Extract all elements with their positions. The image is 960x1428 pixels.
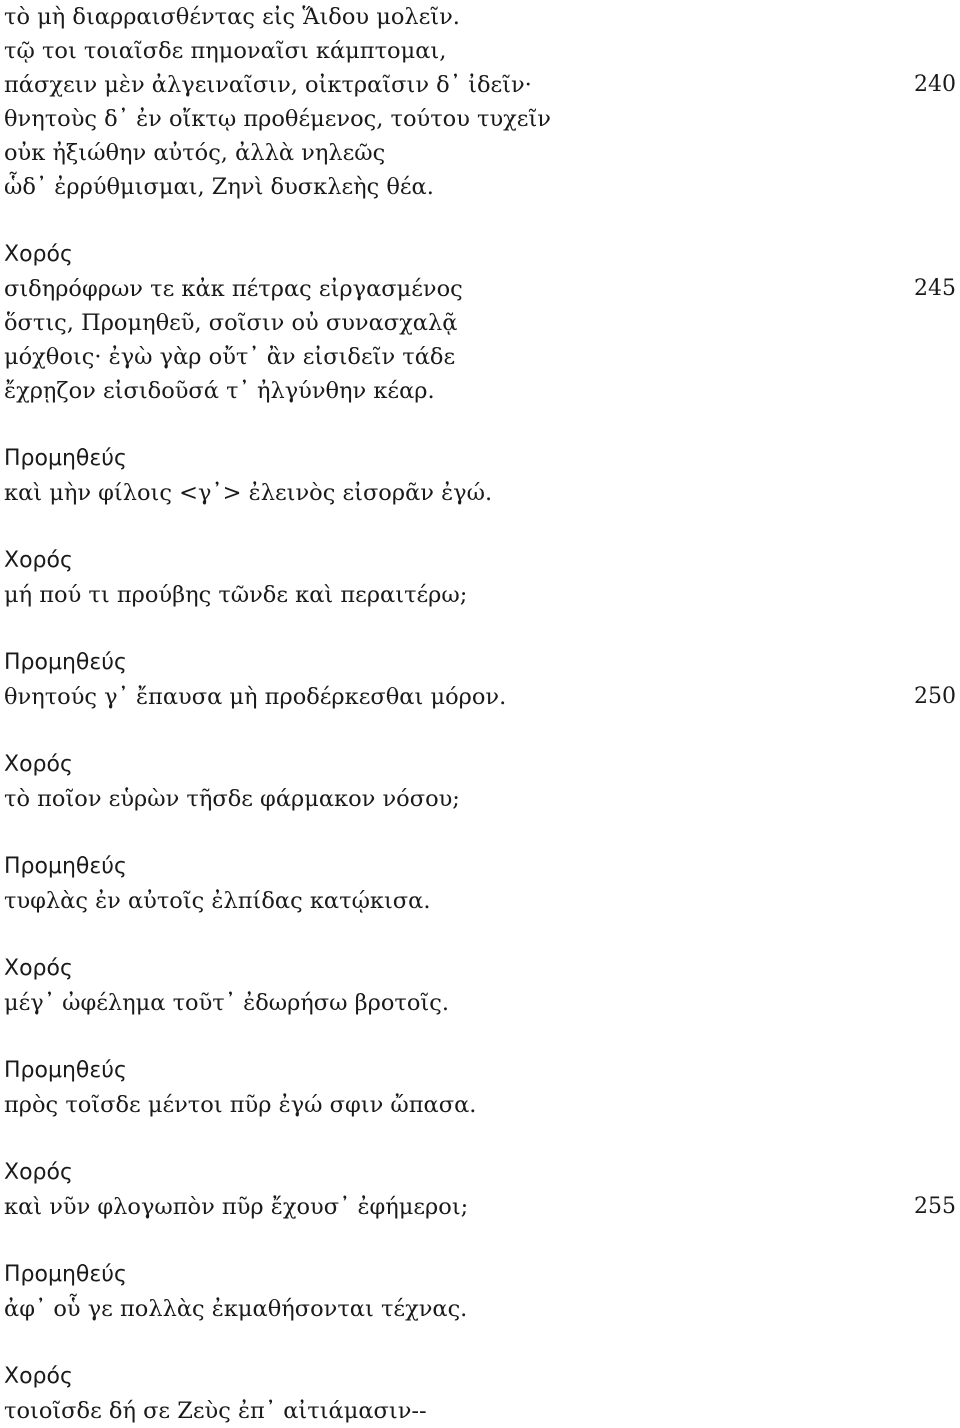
verse-text: τῷ τοι τοιαῖσδε πημοναῖσι κάμπτομαι, [4, 38, 447, 64]
speech-block [4, 442, 960, 510]
speaker-name: Χορός [4, 1364, 73, 1389]
verse-line [4, 68, 960, 102]
verse-line [4, 34, 960, 68]
speaker-name: Προμηθεύς [4, 1058, 127, 1083]
verse-line [4, 1394, 960, 1428]
verse-text: τοιοῖσδε δή σε Ζεὺς ἐπ᾽ αἰτιάμασιν-- [4, 1398, 427, 1424]
speaker-name: Προμηθεύς [4, 446, 127, 471]
speaker-name: Χορός [4, 752, 73, 777]
speech-block [4, 748, 960, 816]
block-gap [4, 1224, 960, 1258]
verse-text: θνητούς γ᾽ ἔπαυσα μὴ προδέρκεσθαι μόρον. [4, 684, 507, 710]
block-gap [4, 1122, 960, 1156]
verse-text: καὶ μὴν φίλοις <γ᾽> ἐλεινὸς εἰσορᾶν ἐγώ. [4, 480, 493, 506]
verse-line [4, 374, 960, 408]
verse-line [4, 476, 960, 510]
speaker-name: Χορός [4, 242, 73, 267]
line-number: 250 [914, 684, 956, 709]
speaker-name: Χορός [4, 1160, 73, 1185]
speech-block [4, 238, 960, 408]
play-text [4, 0, 960, 1428]
speech-block [4, 850, 960, 918]
verse-line [4, 1190, 960, 1224]
block-gap [4, 816, 960, 850]
verse-text: ἔχρῃζον εἰσιδοῦσά τ᾽ ἠλγύνθην κέαρ. [4, 378, 435, 404]
block-gap [4, 918, 960, 952]
speaker-name: Χορός [4, 956, 73, 981]
speech-block [4, 646, 960, 714]
block-gap [4, 510, 960, 544]
speech-block [4, 544, 960, 612]
line-number: 245 [914, 276, 956, 301]
verse-line [4, 170, 960, 204]
verse-text: μέγ᾽ ὠφέλημα τοῦτ᾽ ἐδωρήσω βροτοῖς. [4, 990, 450, 1016]
block-gap [4, 204, 960, 238]
verse-text: θνητοὺς δ᾽ ἐν οἴκτῳ προθέμενος, τούτου τυχεῖν [4, 106, 551, 132]
verse-text: ἀφ᾽ οὗ γε πολλὰς ἐκμαθήσονται τέχνας. [4, 1296, 468, 1322]
line-number: 255 [914, 1194, 956, 1219]
verse-line [4, 884, 960, 918]
verse-text: ὅστις, Προμηθεῦ, σοῖσιν οὐ συνασχαλᾷ [4, 310, 458, 336]
verse-text: σιδηρόφρων τε κἀκ πέτρας εἰργασμένος [4, 276, 463, 302]
verse-text: μή πού τι προύβης τῶνδε καὶ περαιτέρω; [4, 582, 468, 608]
block-gap [4, 408, 960, 442]
line-number: 240 [914, 72, 956, 97]
verse-text: μόχθοις· ἐγὼ γὰρ οὔτ᾽ ἂν εἰσιδεῖν τάδε [4, 344, 456, 370]
verse-line [4, 782, 960, 816]
verse-line [4, 578, 960, 612]
verse-text: τὸ ποῖον εὑρὼν τῆσδε φάρμακον νόσου; [4, 786, 460, 812]
verse-line [4, 340, 960, 374]
speech-block [4, 952, 960, 1020]
verse-line [4, 306, 960, 340]
speaker-name: Προμηθεύς [4, 650, 127, 675]
verse-line [4, 986, 960, 1020]
verse-text: πάσχειν μὲν ἀλγειναῖσιν, οἰκτραῖσιν δ᾽ ἰδεῖν· [4, 72, 532, 98]
block-gap [4, 1020, 960, 1054]
speech-block [4, 1258, 960, 1326]
verse-line [4, 680, 960, 714]
verse-line [4, 272, 960, 306]
verse-text: ὧδ᾽ ἐρρύθμισμαι, Ζηνὶ δυσκλεὴς θέα. [4, 174, 434, 200]
speech-block [4, 0, 960, 204]
block-gap [4, 1326, 960, 1360]
speaker-name: Χορός [4, 548, 73, 573]
verse-line [4, 0, 960, 34]
speech-block [4, 1156, 960, 1224]
speech-block [4, 1360, 960, 1428]
verse-text: οὐκ ἠξιώθην αὐτός, ἀλλὰ νηλεῶς [4, 140, 386, 166]
speech-block [4, 1054, 960, 1122]
verse-text: τυφλὰς ἐν αὐτοῖς ἐλπίδας κατῴκισα. [4, 888, 431, 914]
verse-line [4, 1088, 960, 1122]
block-gap [4, 612, 960, 646]
verse-line [4, 1292, 960, 1326]
verse-text: πρὸς τοῖσδε μέντοι πῦρ ἐγώ σφιν ὤπασα. [4, 1092, 477, 1118]
speaker-name: Προμηθεύς [4, 1262, 127, 1287]
verse-line [4, 102, 960, 136]
block-gap [4, 714, 960, 748]
verse-text: τὸ μὴ διαρραισθέντας εἰς Ἅιδου μολεῖν. [4, 4, 460, 30]
speaker-name: Προμηθεύς [4, 854, 127, 879]
verse-line [4, 136, 960, 170]
verse-text: καὶ νῦν φλογωπὸν πῦρ ἔχουσ᾽ ἐφήμεροι; [4, 1194, 469, 1220]
